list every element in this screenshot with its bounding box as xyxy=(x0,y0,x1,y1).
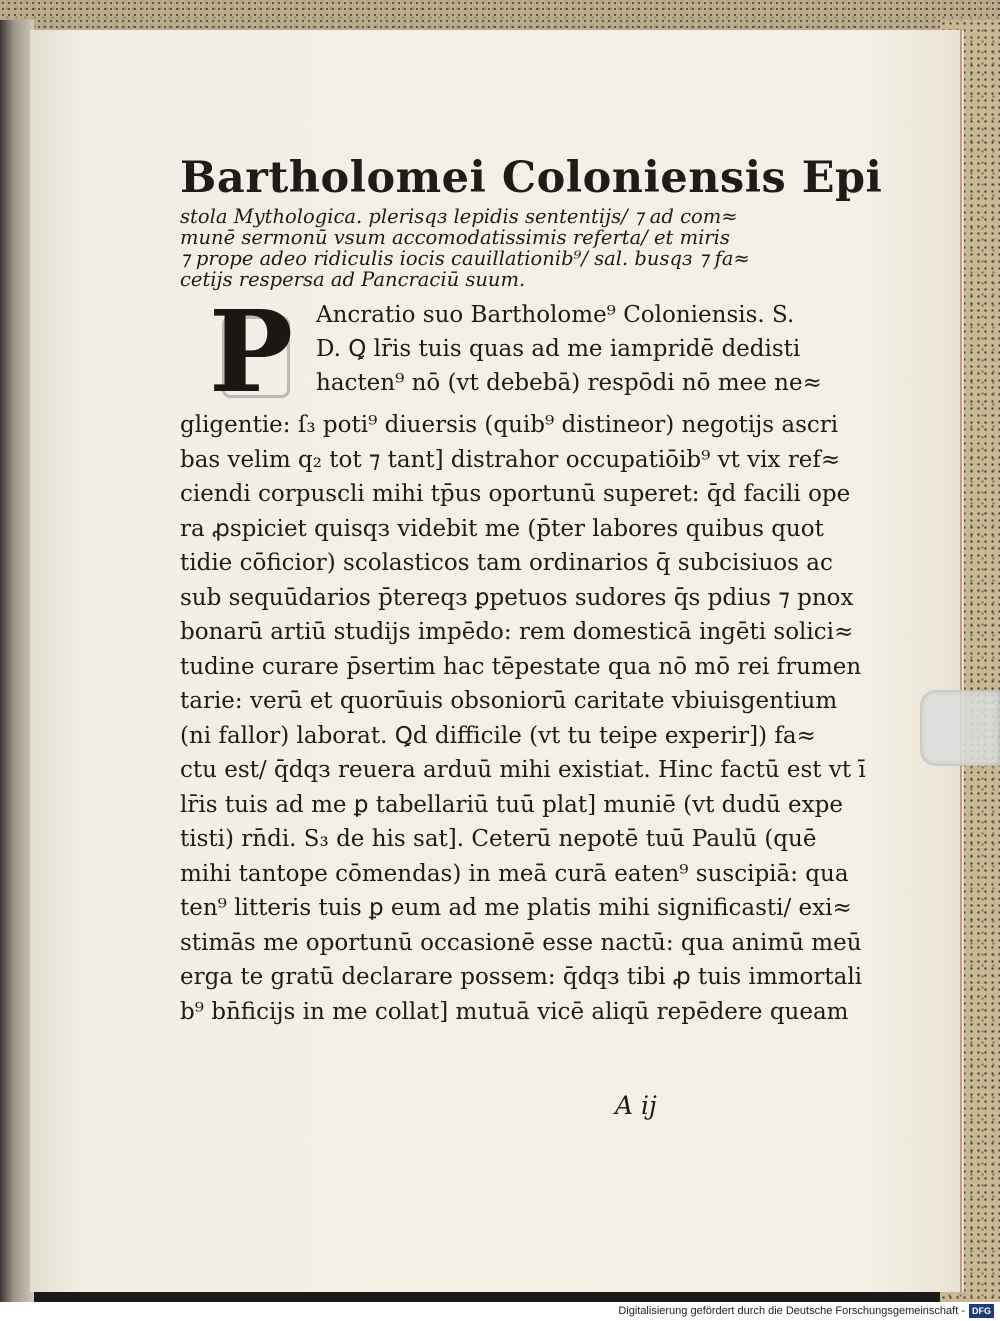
book-page xyxy=(30,30,960,1292)
text-line: ra ꝓspiciet quisqз videbit me (p̄ter labores quibus quot xyxy=(180,515,824,542)
text-block xyxy=(180,150,883,1029)
text-line: hacten⁹ nō (vt debebā) respōdi nō mee ne≈ xyxy=(316,370,822,396)
text-line: stimās me oportunū occasionē esse nactū: qua animū meū xyxy=(180,929,862,956)
dfg-logo-icon: DFG xyxy=(969,1304,994,1318)
text-line: gligentie: ſ₃ poti⁹ diuersis (quib⁹ distineor) negotijs ascri xyxy=(180,412,839,438)
binding-board-left xyxy=(0,20,34,1302)
body-text xyxy=(180,408,866,1029)
decorated-initial: P xyxy=(192,298,310,408)
text-line: tarie: verū et quorūuis obsoniorū caritate vbiuisgentium xyxy=(180,688,838,714)
text-line: tisti) rn̄di. S₃ de his sat]. Ceterū nepotē tuū Paulū (quē xyxy=(180,826,817,852)
text-line: ten⁹ litteris tuis ꝑ eum ad me platis mihi significasti/ exi≈ xyxy=(180,895,852,921)
subtitle-line: stola Mythologica. plerisqз lepidis sententijs/ ⁊ ad com≈ xyxy=(180,205,738,228)
footer xyxy=(0,1302,1000,1321)
footer-credit: Digitalisierung gefördert durch die Deutsche Forschungsgemeinschaft - xyxy=(618,1305,965,1317)
text-line: tidie cōficior) scolasticos tam ordinarios q̄ subcisiuos ac xyxy=(180,550,833,576)
page-marker-tab xyxy=(920,690,1000,766)
subtitle xyxy=(180,206,770,290)
opening-paragraph xyxy=(180,287,822,418)
text-line: tudine curare p̄sertim hac tēpestate qua nō mō rei frumen xyxy=(180,653,862,680)
text-line: mihi tantope cōmendas) in meā curā eaten⁹ suscipiā: qua xyxy=(180,860,849,887)
text-line: lr̄is tuis ad me ꝑ tabellariū tuū plat] muniē (vt dudū expe xyxy=(180,791,843,818)
subtitle-line: munē sermonū vsum accomodatissimis referta/ et miris xyxy=(180,226,730,249)
text-line: erga te gratū declarare possem: q̄dqз tibi ꝓ tuis immortali xyxy=(180,964,863,990)
text-line: ctu est/ q̄dqз reuera arduū mihi existiat. Hinc factū est vt ī xyxy=(180,757,866,783)
subtitle-line: ⁊ prope adeo ridiculis iocis cauillationib⁹/ sal. busqз ⁊ fa≈ xyxy=(180,247,750,270)
signature-mark: A ij xyxy=(615,1091,657,1120)
text-line: Ancratio suo Bartholome⁹ Coloniensis. S. xyxy=(316,302,795,328)
text-line: bas velim q₂ tot ⁊ tant] distrahor occupatiōib⁹ vt vix ref≈ xyxy=(180,446,841,473)
text-line: b⁹ bn̄ficijs in me collat] mutuā vicē aliqū repēdere queam xyxy=(180,998,849,1025)
text-line: D. Ꝗ lr̄is tuis quas ad me iampridē dedisti xyxy=(316,336,801,362)
text-line: bonarū artiū studijs impēdo: rem domesticā ingēti solici≈ xyxy=(180,619,854,645)
page-title: Bartholomei Coloniensis Epi xyxy=(180,153,883,203)
binding-board-top xyxy=(0,0,1000,30)
subtitle-line: cetijs respersa ad Pancraciū suum. xyxy=(180,268,526,291)
text-line: sub sequūdarios p̄tereqз ꝑpetuos sudores q̄s pdius ⁊ pnox xyxy=(180,584,854,611)
text-line: (ni fallor) laborat. Ꝗd difficile (vt tu teipe experir]) fa≈ xyxy=(180,722,816,749)
text-line: ciendi corpuscli mihi tp̄us oportunū superet: q̄d facili ope xyxy=(180,481,851,507)
